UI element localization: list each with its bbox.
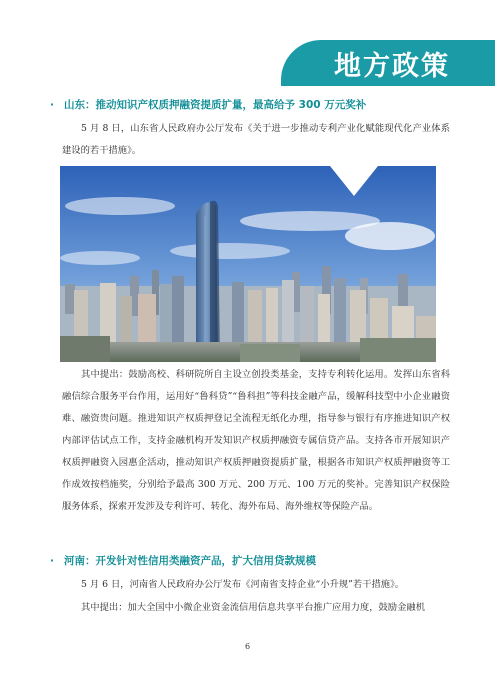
paragraph-intro-henan: 5 月 6 日，河南省人民政府办公厅发布《河南省支持企业“小升规”若干措施》。 (81, 579, 405, 590)
section-heading-henan (50, 553, 470, 568)
section-heading-shandong (50, 97, 470, 112)
paragraph-intro-shandong: 5 月 8 日，山东省人民政府办公厅发布《关于进一步推动专利产业化赋能现代化产业体系建设的若干措施》。 (62, 123, 450, 156)
heading-text: 山东：推动知识产权质押融资提质扩量，最高给予 300 万元奖补 (64, 99, 367, 111)
heading-text: 河南：开发针对性信用类融资产品，扩大信用贷款规模 (64, 555, 316, 567)
paragraph-body-henan: 其中提出：加大全国中小微企业资金流信用信息共享平台推广应用力度，鼓励金融机 (81, 602, 425, 613)
city-skyline-photo (60, 166, 436, 362)
bullet-icon: · (50, 555, 54, 567)
paragraph-body-shandong: 其中提出：鼓励高校、科研院所自主设立创投类基金，支持专利转化运用。发挥山东省科融信综合服务平台作用，运用好“鲁科贷”“鲁科担”等科技金融产品，缓解科技型中小企业融资难、融资贵问题。推进知识产权质押登记全流程无纸化办理，指导参与银行有序推进知识产权内部评估试点工作，支持金融机构开发知识产权质押融资专属信贷产品。支持各市开展知识产权质押融资入园惠企活动，推动知识产权质押融资提质扩量，根据各市知识产权质押融资等工作成效按档施奖，分别给予最高 300 万元、200 万元、100 万元的奖补。完善知识产权保险服务体系，探索开发涉及专利许可、转化、海外布局、海外维权等保险产品。 (62, 369, 450, 512)
page-number: 6 (244, 642, 251, 651)
bullet-icon: · (50, 99, 54, 111)
section-banner (281, 40, 495, 86)
banner-title: 地方政策 (334, 50, 450, 82)
